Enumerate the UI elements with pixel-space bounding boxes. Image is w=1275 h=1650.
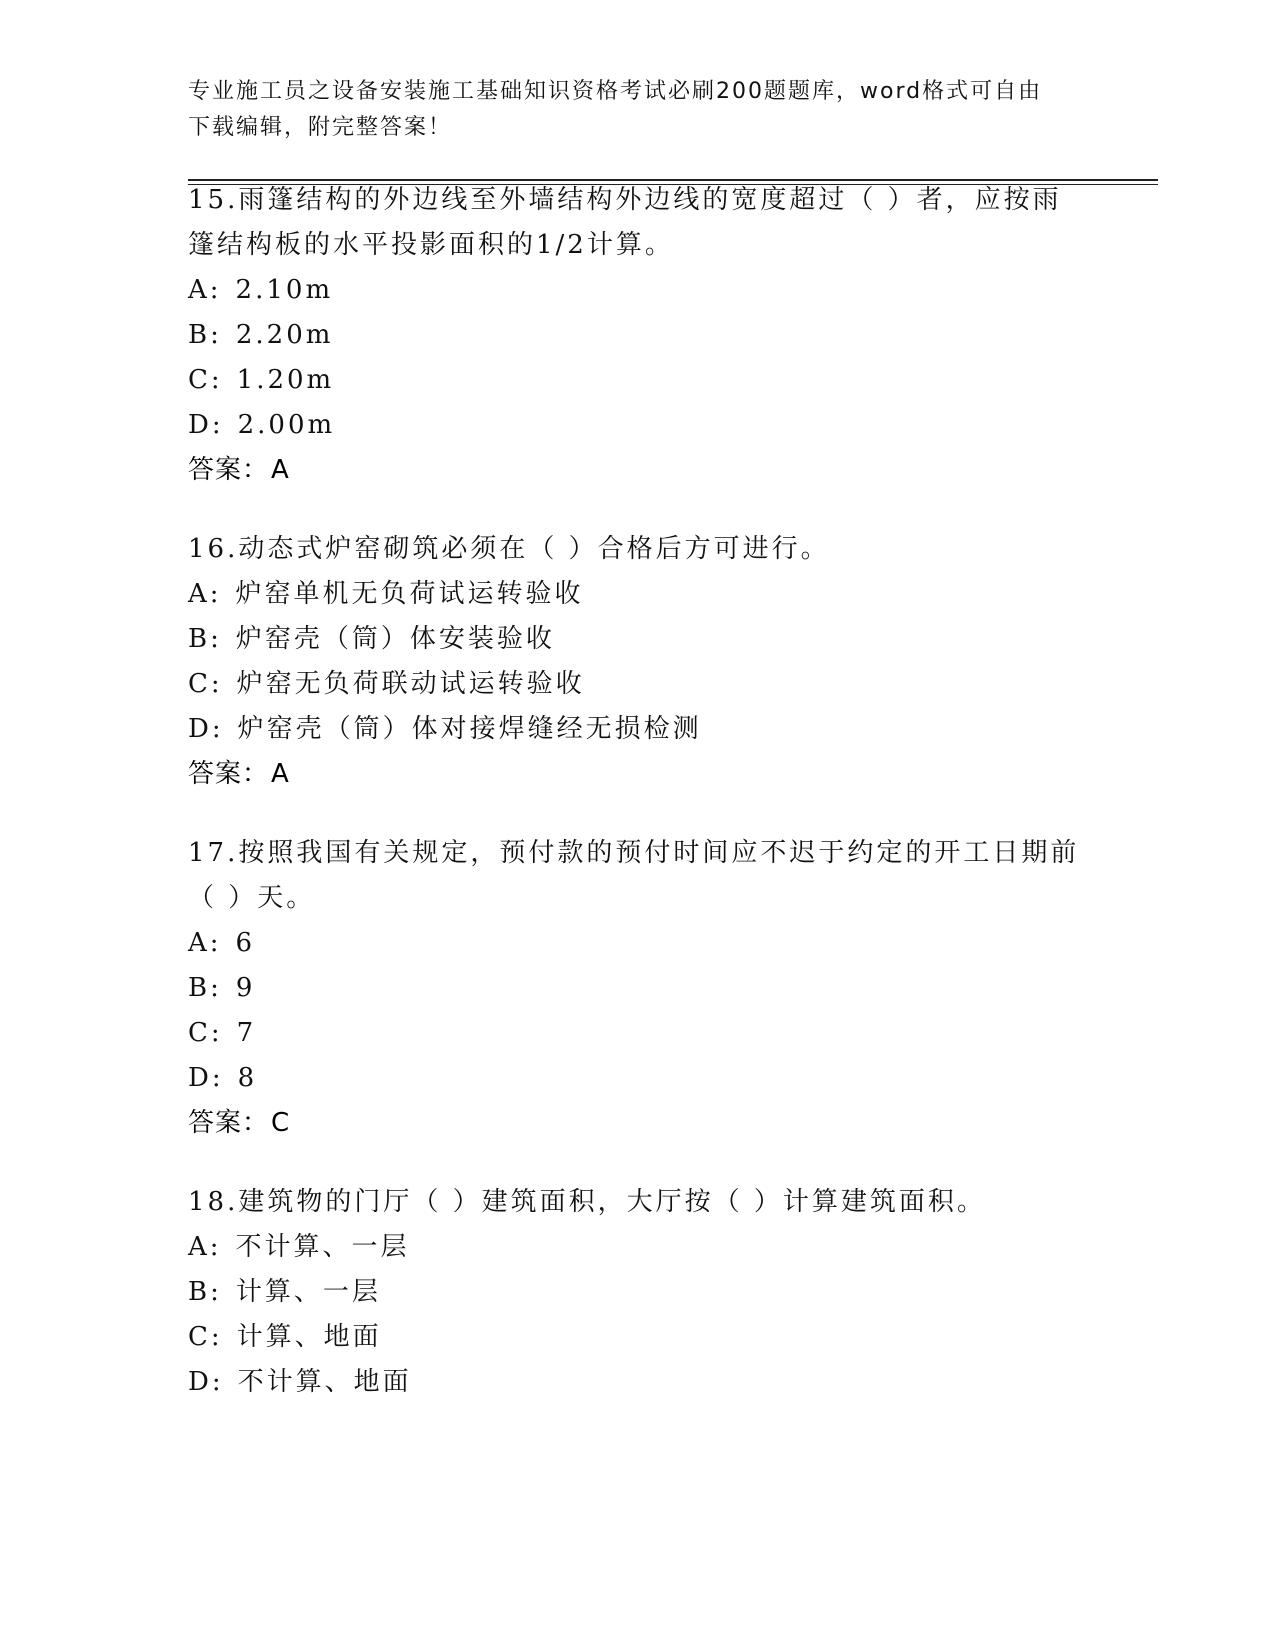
question-16	[188, 527, 1088, 797]
option-letter: D:	[188, 410, 224, 440]
answer-value: A	[271, 759, 290, 789]
option-letter: C:	[188, 669, 223, 699]
option-letter: D:	[188, 1367, 224, 1397]
option-letter: C:	[188, 365, 223, 395]
option-text: 炉窑无负荷联动试运转验收	[236, 669, 585, 699]
answer-label: 答案：	[188, 455, 270, 485]
option-text: 不计算、一层	[235, 1232, 410, 1262]
option-d	[188, 403, 1088, 448]
option-letter: B:	[188, 624, 222, 654]
option-a	[188, 921, 1088, 966]
answer-label: 答案：	[188, 759, 270, 789]
answer-value: A	[271, 455, 290, 485]
option-letter: B:	[188, 973, 222, 1003]
option-text: 炉窑单机无负荷试运转验收	[235, 579, 584, 609]
option-letter: D:	[188, 1063, 224, 1093]
option-a	[188, 572, 1088, 617]
option-b	[188, 313, 1088, 358]
option-text: 1.20m	[236, 365, 335, 395]
option-c	[188, 1315, 1088, 1360]
option-d	[188, 1056, 1088, 1101]
option-text: 2.00m	[237, 410, 336, 440]
option-c	[188, 358, 1088, 403]
answer-line	[188, 1101, 1088, 1146]
option-text: 9	[235, 973, 256, 1003]
option-letter: D:	[188, 714, 224, 744]
answer-line	[188, 752, 1088, 797]
option-c	[188, 1011, 1088, 1056]
question-18	[188, 1180, 1088, 1405]
option-text: 炉窑壳（筒）体对接焊缝经无损检测	[237, 714, 702, 744]
option-text: 2.20m	[235, 320, 334, 350]
option-letter: A:	[188, 1232, 222, 1262]
question-stem-line: 16.动态式炉窑砌筑必须在（ ）合格后方可进行。	[188, 534, 830, 564]
option-text: 8	[237, 1063, 258, 1093]
option-c	[188, 662, 1088, 707]
option-text: 炉窑壳（筒）体安装验收	[235, 624, 555, 654]
option-text: 计算、一层	[235, 1277, 381, 1307]
option-letter: A:	[188, 275, 222, 305]
option-a	[188, 268, 1088, 313]
header-line-2: 下载编辑，附完整答案！	[188, 115, 453, 140]
option-b	[188, 617, 1088, 662]
option-letter: B:	[188, 1277, 222, 1307]
document-header	[188, 74, 1068, 146]
option-letter: A:	[188, 579, 222, 609]
question-stem-line: （ ）天。	[188, 883, 316, 913]
option-letter: B:	[188, 320, 222, 350]
option-text: 2.10m	[235, 275, 334, 305]
option-text: 不计算、地面	[237, 1367, 412, 1397]
header-line-1: 专业施工员之设备安装施工基础知识资格考试必刷200题题库，word格式可自由	[188, 79, 1043, 104]
question-17	[188, 831, 1088, 1146]
answer-line	[188, 448, 1088, 493]
answer-label: 答案：	[188, 1108, 270, 1138]
option-letter: C:	[188, 1322, 223, 1352]
option-letter: A:	[188, 928, 222, 958]
question-stem-line: 15.雨篷结构的外边线至外墙结构外边线的宽度超过（ ）者，应按雨	[188, 185, 1062, 215]
option-a	[188, 1225, 1088, 1270]
question-stem-line: 18.建筑物的门厅（ ）建筑面积，大厅按（ ）计算建筑面积。	[188, 1187, 986, 1217]
option-d	[188, 1360, 1088, 1405]
option-d	[188, 707, 1088, 752]
question-stem-line: 17.按照我国有关规定，预付款的预付时间应不迟于约定的开工日期前	[188, 838, 1080, 868]
question-stem-line: 篷结构板的水平投影面积的1/2计算。	[188, 230, 674, 260]
option-b	[188, 966, 1088, 1011]
question-15	[188, 178, 1088, 493]
option-text: 7	[236, 1018, 257, 1048]
option-b	[188, 1270, 1088, 1315]
option-text: 6	[235, 928, 256, 958]
answer-value: C	[271, 1108, 291, 1138]
option-letter: C:	[188, 1018, 223, 1048]
option-text: 计算、地面	[236, 1322, 382, 1352]
